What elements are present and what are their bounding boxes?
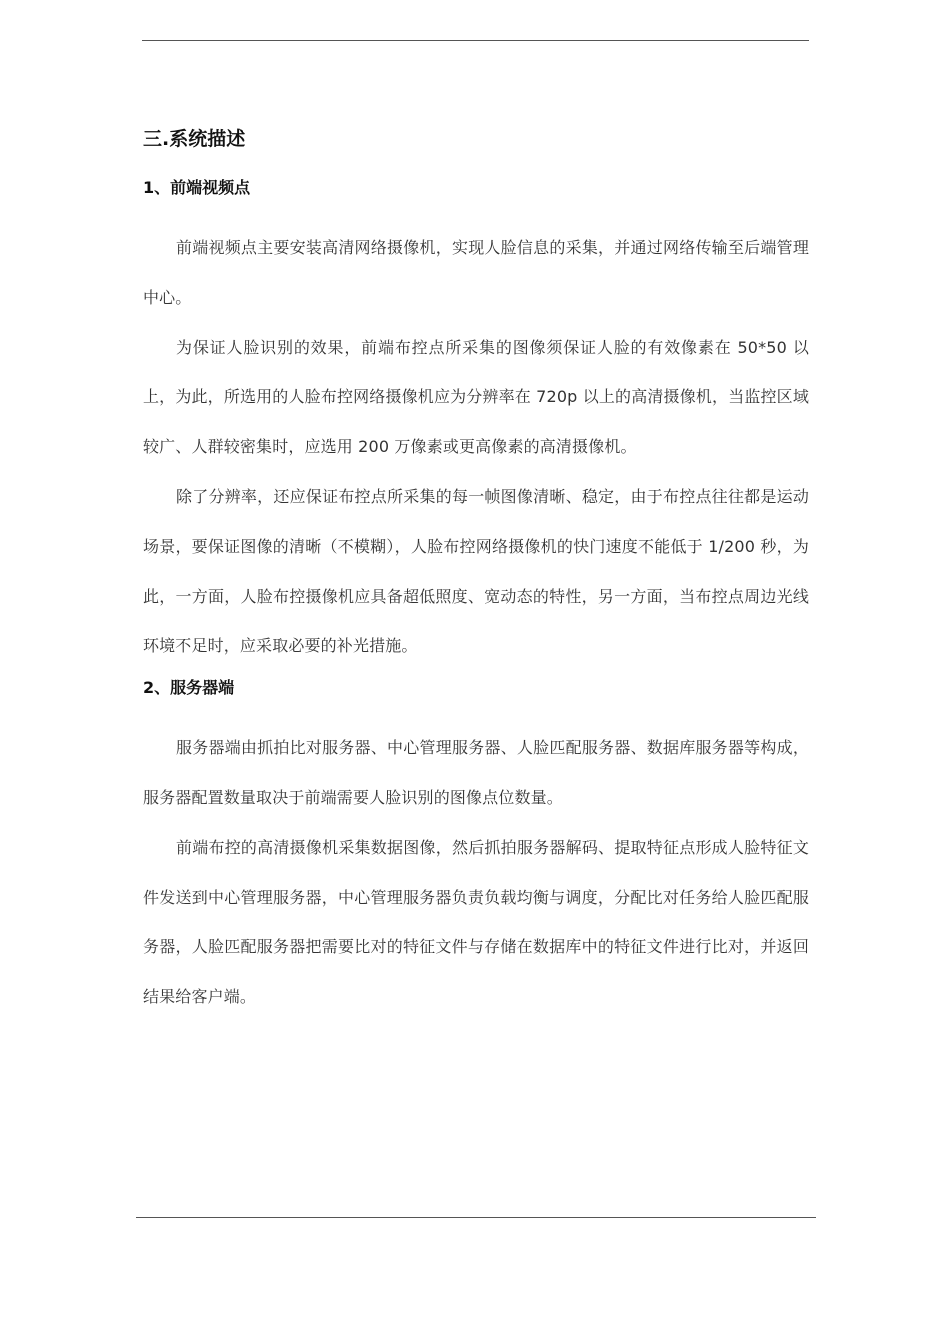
subsection-frontend	[143, 173, 809, 671]
paragraph: 前端布控的高清摄像机采集数据图像，然后抓拍服务器解码、提取特征点形成人脸特征文件发送到中心管理服务器，中心管理服务器负责负载均衡与调度，分配比对任务给人脸匹配服务器，人脸匹配服务器把需要比对的特征文件与存储在数据库中的特征文件进行比对，并返回结果给客户端。	[143, 837, 809, 1007]
paragraph: 服务器端由抓拍比对服务器、中心管理服务器、人脸匹配服务器、数据库服务器等构成，服务器配置数量取决于前端需要人脸识别的图像点位数量。	[143, 738, 809, 807]
subsection-server	[143, 673, 809, 1022]
header-rule	[142, 40, 809, 41]
document-body	[143, 124, 809, 1022]
subsection-heading: 2、服务器端	[143, 678, 235, 698]
paragraph: 为保证人脸识别的效果，前端布控点所采集的图像须保证人脸的有效像素在 50*50 以上，为此，所选用的人脸布控网络摄像机应为分辨率在 720p 以上的高清摄像机，当监控区域较广、人群较密集时，应选用 200 万像素或更高像素的高清摄像机。	[143, 337, 809, 457]
paragraph: 前端视频点主要安装高清网络摄像机，实现人脸信息的采集，并通过网络传输至后端管理中心。	[143, 238, 809, 307]
section-title: 三.系统描述	[143, 128, 246, 150]
subsection-heading: 1、前端视频点	[143, 178, 251, 197]
paragraph: 除了分辨率，还应保证布控点所采集的每一帧图像清晰、稳定，由于布控点往往都是运动场景，要保证图像的清晰（不模糊），人脸布控网络摄像机的快门速度不能低于 1/200 秒，为此，一方面，人脸布控摄像机应具备超低照度、宽动态的特性，另一方面，当布控点周边光线环境不足时，应采取必要的补光措施。	[143, 486, 809, 656]
footer-rule	[136, 1217, 816, 1218]
